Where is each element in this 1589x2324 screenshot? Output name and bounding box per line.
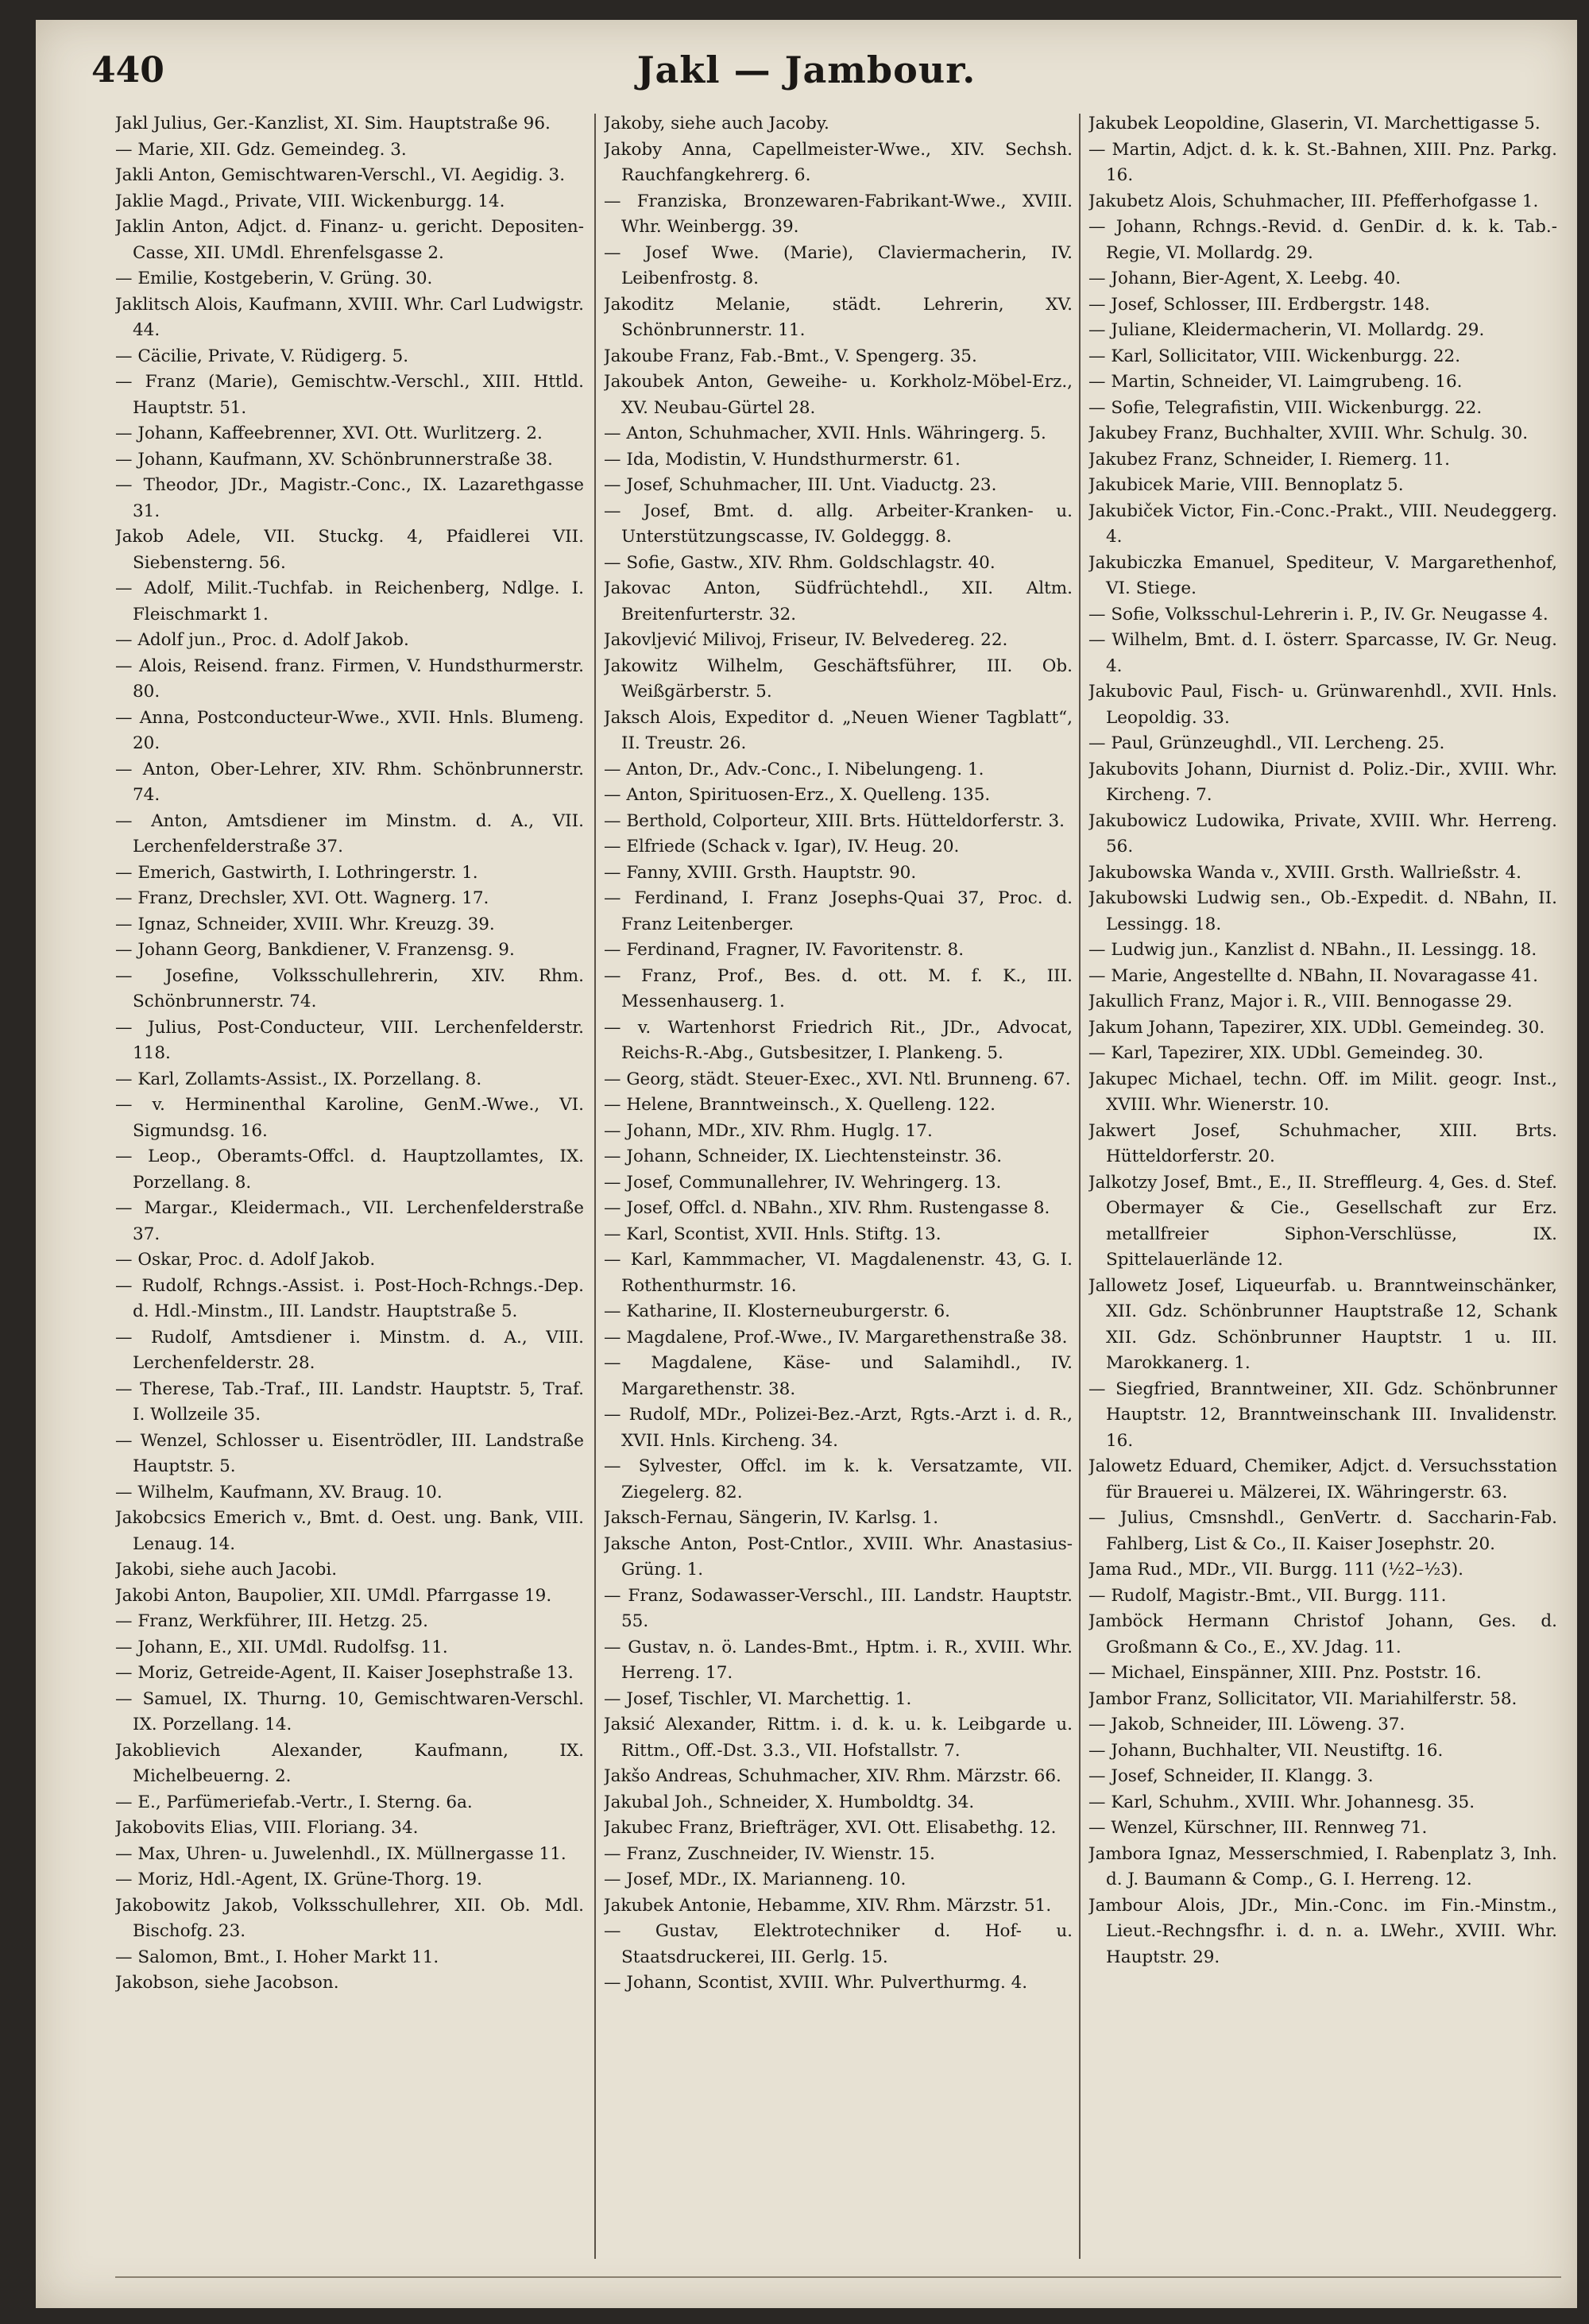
directory-entry: — Magdalene, Käse- und Salamihdl., IV. Margarethenstr. 38.: [604, 1353, 1073, 1399]
directory-entry: — Ferdinand, Fragner, IV. Favoritenstr. 8.: [604, 940, 965, 960]
directory-entry: Jakubiček Victor, Fin.-Conc.-Prakt., VIII. Neudeggerg. 4.: [1088, 501, 1557, 547]
directory-entry: — Magdalene, Prof.-Wwe., IV. Margarethenstraße 38.: [604, 1327, 1068, 1348]
column-2: [604, 111, 1073, 2272]
directory-entry: — E., Parfümeriefab.-Vertr., I. Sterng. 6a.: [115, 1792, 473, 1812]
directory-entry: Jakwert Josef, Schuhmacher, XIII. Brts. Hütteldorferstr. 20.: [1088, 1120, 1557, 1166]
directory-entry: — Sylvester, Offcl. im k. k. Versatzamte, VII. Ziegelerg. 82.: [604, 1456, 1073, 1502]
directory-entry: — Georg, städt. Steuer-Exec., XVI. Ntl. Brunneng. 67.: [604, 1069, 1071, 1089]
directory-entry: — Berthold, Colporteur, XIII. Brts. Hütteldorferstr. 3.: [604, 810, 1065, 831]
directory-entry: — Johann Georg, Bankdiener, V. Franzensg. 9.: [115, 940, 515, 960]
directory-entry: — Sofie, Telegrafistin, VIII. Wickenburgg. 22.: [1088, 397, 1483, 418]
directory-entry: Jakoube Franz, Fab.-Bmt., V. Spengerg. 35.: [604, 346, 977, 366]
directory-entry: Jambora Ignaz, Messerschmied, I. Rabenplatz 3, Inh. d. J. Baumann & Comp., G. I. Herreng. 12.: [1088, 1843, 1557, 1889]
directory-entry: — Anton, Spirituosen-Erz., X. Quelleng. 135.: [604, 785, 991, 805]
directory-entry: Jakobi, siehe auch Jacobi.: [115, 1560, 338, 1580]
column-divider: [1079, 114, 1081, 2259]
directory-entry: — Johann, E., XII. UMdl. Rudolfsg. 11.: [115, 1637, 448, 1657]
directory-entry: — Anton, Dr., Adv.-Conc., I. Nibelungeng. 1.: [604, 759, 984, 779]
directory-entry: — Johann, Kaufmann, XV. Schönbrunnerstraße 38.: [115, 449, 553, 470]
directory-entry: — Siegfried, Branntweiner, XII. Gdz. Schönbrunner Hauptstr. 12, Branntweinschank III. Invalidenstr. 16.: [1088, 1379, 1557, 1451]
directory-entry: Jakobi Anton, Baupolier, XII. UMdl. Pfarrgasse 19.: [115, 1585, 552, 1606]
directory-entry: — Martin, Schneider, VI. Laimgrubeng. 16.: [1088, 372, 1463, 392]
directory-entry: Jakubal Joh., Schneider, X. Humboldtg. 34.: [604, 1792, 975, 1812]
directory-entry: Jakowitz Wilhelm, Geschäftsführer, III. Ob. Weißgärberstr. 5.: [604, 655, 1073, 702]
directory-entry: — Franz, Zuschneider, IV. Wienstr. 15.: [604, 1843, 935, 1864]
directory-entry: — Gustav, n. ö. Landes-Bmt., Hptm. i. R., XVIII. Whr. Herreng. 17.: [604, 1637, 1073, 1683]
column-3: [1088, 111, 1557, 2272]
directory-entry: — Max, Uhren- u. Juwelenhdl., IX. Müllnergasse 11.: [115, 1843, 566, 1864]
directory-entry: — Johann, MDr., XIV. Rhm. Huglg. 17.: [604, 1120, 933, 1141]
directory-entry: — Josef, MDr., IX. Marianneng. 10.: [604, 1870, 907, 1889]
directory-entry: Jakobovits Elias, VIII. Floriang. 34.: [115, 1818, 419, 1838]
directory-entry: — Moriz, Getreide-Agent, II. Kaiser Josephstraße 13.: [115, 1663, 574, 1683]
directory-entry: — Karl, Kammmacher, VI. Magdalenenstr. 43, G. I. Rothenthurmstr. 16.: [604, 1250, 1073, 1296]
directory-entry: — Katharine, II. Klosterneuburgerstr. 6.: [604, 1301, 950, 1321]
directory-entry: — Anton, Schuhmacher, XVII. Hnls. Währingerg. 5.: [604, 423, 1046, 443]
directory-entry: — Wenzel, Kürschner, III. Rennweg 71.: [1088, 1818, 1428, 1838]
directory-entry: Jakovljević Milivoj, Friseur, IV. Belvedereg. 22.: [604, 630, 1008, 650]
directory-entry: — Josef, Bmt. d. allg. Arbeiter-Kranken- u. Unterstützungscasse, IV. Goldeggg. 8.: [604, 501, 1073, 547]
directory-entry: — Ferdinand, I. Franz Josephs-Quai 37, Proc. d. Franz Leitenberger.: [604, 888, 1073, 934]
directory-entry: — Jakob, Schneider, III. Löweng. 37.: [1088, 1715, 1405, 1734]
column-1: [115, 111, 584, 2272]
directory-page: [36, 20, 1577, 2308]
directory-entry: Jakubey Franz, Buchhalter, XVIII. Whr. Schulg. 30.: [1088, 423, 1529, 443]
directory-entry: — Karl, Zollamts-Assist., IX. Porzellang. 8.: [115, 1069, 482, 1089]
directory-entry: — Julius, Post-Conducteur, VIII. Lerchenfelderstr. 118.: [115, 1017, 584, 1063]
directory-entry: Jakšo Andreas, Schuhmacher, XIV. Rhm. Märzstr. 66.: [604, 1766, 1061, 1786]
directory-entry: — Martin, Adjct. d. k. k. St.-Bahnen, XIII. Pnz. Parkg. 16.: [1088, 139, 1557, 185]
directory-entry: Jakubec Franz, Briefträger, XVI. Ott. Elisabethg. 12.: [604, 1818, 1057, 1838]
directory-entry: — Rudolf, MDr., Polizei-Bez.-Arzt, Rgts.-Arzt i. d. R., XVII. Hnls. Kircheng. 34.: [604, 1405, 1073, 1451]
directory-entry: — Johann, Bier-Agent, X. Leebg. 40.: [1088, 269, 1401, 288]
directory-entry: — Johann, Kaffeebrenner, XVI. Ott. Wurlitzerg. 2.: [115, 423, 543, 443]
directory-entry: — Moriz, Hdl.-Agent, IX. Grüne-Thorg. 19.: [115, 1870, 482, 1889]
footer-rule: [115, 2276, 1561, 2278]
directory-entry: Jakubiczka Emanuel, Spediteur, V. Margarethenhof, VI. Stiege.: [1088, 552, 1557, 598]
directory-entry: — Josef, Offcl. d. NBahn., XIV. Rhm. Rustengasse 8.: [604, 1198, 1050, 1218]
directory-entry: — Josef, Schlosser, III. Erdbergstr. 148.: [1088, 294, 1430, 315]
directory-entry: Jaklin Anton, Adjct. d. Finanz- u. gericht. Depositen-Casse, XII. UMdl. Ehrenfelsgasse 2.: [115, 217, 584, 263]
directory-entry: — v. Wartenhorst Friedrich Rit., JDr., Advocat, Reichs-R.-Abg., Gutsbesitzer, I. Plankeng. 5.: [604, 1017, 1073, 1063]
directory-entry: — Rudolf, Amtsdiener i. Minstm. d. A., VIII. Lerchenfelderstr. 28.: [115, 1327, 584, 1373]
directory-entry: Jaklie Magd., Private, VIII. Wickenburgg. 14.: [115, 191, 505, 211]
directory-entry: Jakubetz Alois, Schuhmacher, III. Pfefferhofgasse 1.: [1088, 191, 1539, 211]
directory-entry: — Wenzel, Schlosser u. Eisentrödler, III. Landstraße Hauptstr. 5.: [115, 1430, 584, 1476]
directory-entry: — Johann, Scontist, XVIII. Whr. Pulverthurmg. 4.: [604, 1973, 1028, 1993]
directory-entry: Jakubek Leopoldine, Glaserin, VI. Marchettigasse 5.: [1088, 114, 1541, 133]
directory-entry: — Alois, Reisend. franz. Firmen, V. Hundsthurmerstr. 80.: [115, 655, 584, 702]
directory-entry: — Franz, Werkführer, III. Hetzg. 25.: [115, 1611, 429, 1631]
directory-entry: — Ignaz, Schneider, XVIII. Whr. Kreuzg. 39.: [115, 914, 495, 934]
directory-entry: — v. Herminenthal Karoline, GenM.-Wwe., VI. Sigmundsg. 16.: [115, 1095, 584, 1141]
directory-entry: Jambor Franz, Sollicitator, VII. Mariahilferstr. 58.: [1088, 1688, 1517, 1709]
directory-entry: Jalkotzy Josef, Bmt., E., II. Streffleurg. 4, Ges. d. Stef. Obermayer & Cie., Gesellschaft zur Erz. metallfreier Siphon-Verschlüsse, IX. Spittelauerlände 12.: [1088, 1172, 1557, 1270]
directory-entry: Jakubez Franz, Schneider, I. Riemerg. 11.: [1088, 449, 1450, 470]
directory-entry: — Gustav, Elektrotechniker d. Hof- u. Staatsdruckerei, III. Gerlg. 15.: [604, 1921, 1073, 1967]
directory-entry: Jakl Julius, Ger.-Kanzlist, XI. Sim. Hauptstraße 96.: [115, 114, 551, 133]
directory-entry: Jakubowska Wanda v., XVIII. Grsth. Wallrießstr. 4.: [1088, 862, 1521, 883]
directory-entry: — Franz, Sodawasser-Verschl., III. Landstr. Hauptstr. 55.: [604, 1585, 1073, 1631]
directory-entry: — Leop., Oberamts-Offcl. d. Hauptzollamtes, IX. Porzellang. 8.: [115, 1147, 584, 1193]
directory-entry: — Theodor, JDr., Magistr.-Conc., IX. Lazarethgasse 31.: [115, 475, 584, 521]
directory-entry: — Rudolf, Magistr.-Bmt., VII. Burgg. 111.: [1088, 1585, 1447, 1606]
running-head: Jakl — Jambour.: [636, 48, 976, 91]
directory-entry: — Franz (Marie), Gemischtw.-Verschl., XIII. Httld. Hauptstr. 51.: [115, 372, 584, 418]
directory-entry: Jaksche Anton, Post-Cntlor., XVIII. Whr. Anastasius-Grüng. 1.: [604, 1533, 1073, 1580]
directory-entry: — Josef Wwe. (Marie), Claviermacherin, IV. Leibenfrostg. 8.: [604, 242, 1073, 288]
directory-entry: Jakubowicz Ludowika, Private, XVIII. Whr. Herreng. 56.: [1088, 810, 1557, 857]
directory-entry: Jakum Johann, Tapezirer, XIX. UDbl. Gemeindeg. 30.: [1088, 1017, 1545, 1038]
directory-entry: Jakullich Franz, Major i. R., VIII. Bennogasse 29.: [1088, 992, 1513, 1011]
directory-entry: — Johann, Rchngs.-Revid. d. GenDir. d. k. k. Tab.-Regie, VI. Mollardg. 29.: [1088, 217, 1557, 263]
directory-entry: Jakobcsics Emerich v., Bmt. d. Oest. ung. Bank, VIII. Lenaug. 14.: [115, 1508, 584, 1554]
directory-entry: — Rudolf, Rchngs.-Assist. i. Post-Hoch-Rchngs.-Dep. d. Hdl.-Minstm., III. Landstr. Hauptstraße 5.: [115, 1275, 584, 1321]
directory-entry: — Marie, XII. Gdz. Gemeindeg. 3.: [115, 139, 407, 160]
directory-entry: Jamböck Hermann Christof Johann, Ges. d. Großmann & Co., E., XV. Jdag. 11.: [1088, 1611, 1557, 1657]
directory-entry: — Franz, Prof., Bes. d. ott. M. f. K., III. Messenhauserg. 1.: [604, 965, 1073, 1011]
directory-entry: — Therese, Tab.-Traf., III. Landstr. Hauptstr. 5, Traf. I. Wollzeile 35.: [115, 1379, 584, 1425]
directory-entry: — Wilhelm, Bmt. d. I. österr. Sparcasse, IV. Gr. Neug. 4.: [1088, 630, 1557, 676]
directory-entry: — Adolf jun., Proc. d. Adolf Jakob.: [115, 630, 409, 650]
directory-entry: Jambour Alois, JDr., Min.-Conc. im Fin.-Minstm., Lieut.-Rechngsfhr. i. d. n. a. LWehr., XVIII. Whr. Hauptstr. 29.: [1088, 1895, 1557, 1967]
directory-entry: — Karl, Sollicitator, VIII. Wickenburgg. 22.: [1088, 346, 1461, 366]
directory-entry: — Emerich, Gastwirth, I. Lothringerstr. 1.: [115, 862, 478, 883]
directory-entry: Jakobson, siehe Jacobson.: [115, 1973, 339, 1993]
directory-entry: Jakoby Anna, Capellmeister-Wwe., XIV. Sechsh. Rauchfangkehrerg. 6.: [604, 139, 1073, 185]
directory-entry: Jakoblievich Alexander, Kaufmann, IX. Michelbeuerng. 2.: [115, 1740, 584, 1786]
directory-entry: Jakubek Antonie, Hebamme, XIV. Rhm. Märzstr. 51.: [604, 1895, 1052, 1916]
directory-entry: — Josef, Tischler, VI. Marchettig. 1.: [604, 1688, 912, 1709]
directory-entry: — Sofie, Volksschul-Lehrerin i. P., IV. Gr. Neugasse 4.: [1088, 604, 1548, 625]
directory-entry: — Fanny, XVIII. Grsth. Hauptstr. 90.: [604, 862, 917, 883]
directory-entry: — Ida, Modistin, V. Hundsthurmerstr. 61.: [604, 449, 961, 470]
directory-entry: — Karl, Schuhm., XVIII. Whr. Johannesg. 35.: [1088, 1792, 1475, 1812]
column-divider: [594, 114, 596, 2259]
directory-entry: Jakobowitz Jakob, Volksschullehrer, XII. Ob. Mdl. Bischofg. 23.: [115, 1895, 584, 1941]
directory-entry: Jakoby, siehe auch Jacoby.: [604, 114, 829, 133]
directory-entry: — Josef, Schneider, II. Klangg. 3.: [1088, 1766, 1374, 1786]
directory-entry: — Anton, Amtsdiener im Minstm. d. A., VII. Lerchenfelderstraße 37.: [115, 810, 584, 857]
directory-entry: — Juliane, Kleidermacherin, VI. Mollardg. 29.: [1088, 320, 1485, 340]
directory-entry: — Wilhelm, Kaufmann, XV. Braug. 10.: [115, 1482, 443, 1502]
directory-entry: — Emilie, Kostgeberin, V. Grüng. 30.: [115, 269, 433, 288]
directory-entry: — Helene, Branntweinsch., X. Quelleng. 122.: [604, 1095, 996, 1115]
directory-entry: — Margar., Kleidermach., VII. Lerchenfelderstraße 37.: [115, 1198, 584, 1244]
directory-entry: — Anton, Ober-Lehrer, XIV. Rhm. Schönbrunnerstr. 74.: [115, 759, 584, 805]
directory-entry: Jakubowski Ludwig sen., Ob.-Expedit. d. NBahn, II. Lessingg. 18.: [1088, 888, 1557, 934]
directory-entry: Jakubovits Johann, Diurnist d. Poliz.-Dir., XVIII. Whr. Kircheng. 7.: [1088, 759, 1557, 805]
directory-entry: — Samuel, IX. Thurng. 10, Gemischtwaren-Verschl. IX. Porzellang. 14.: [115, 1688, 584, 1734]
directory-entry: Jakoubek Anton, Geweihe- u. Korkholz-Möbel-Erz., XV. Neubau-Gürtel 28.: [604, 372, 1073, 418]
directory-entry: — Johann, Buchhalter, VII. Neustiftg. 16.: [1088, 1740, 1444, 1761]
directory-entry: — Michael, Einspänner, XIII. Pnz. Poststr. 16.: [1088, 1663, 1482, 1683]
directory-entry: — Sofie, Gastw., XIV. Rhm. Goldschlagstr. 40.: [604, 552, 996, 573]
directory-entry: Jakupec Michael, techn. Off. im Milit. geogr. Inst., XVIII. Whr. Wienerstr. 10.: [1088, 1069, 1557, 1115]
directory-entry: — Salomon, Bmt., I. Hoher Markt 11.: [115, 1947, 439, 1967]
directory-entry: Jakubicek Marie, VIII. Bennoplatz 5.: [1088, 475, 1404, 495]
directory-entry: — Cäcilie, Private, V. Rüdigerg. 5.: [115, 346, 409, 366]
directory-entry: — Marie, Angestellte d. NBahn, II. Novaragasse 41.: [1088, 965, 1539, 986]
directory-entry: Jaksch-Fernau, Sängerin, IV. Karlsg. 1.: [604, 1508, 939, 1528]
directory-entry: — Josefine, Volksschullehrerin, XIV. Rhm. Schönbrunnerstr. 74.: [115, 965, 584, 1011]
directory-entry: — Karl, Scontist, XVII. Hnls. Stiftg. 13.: [604, 1224, 941, 1244]
directory-entry: — Johann, Schneider, IX. Liechtensteinstr. 36.: [604, 1147, 1003, 1166]
directory-entry: — Franz, Drechsler, XVI. Ott. Wagnerg. 17.: [115, 888, 489, 908]
directory-entry: — Franziska, Bronzewaren-Fabrikant-Wwe., XVIII. Whr. Weinbergg. 39.: [604, 191, 1073, 237]
directory-entry: Jaksić Alexander, Rittm. i. d. k. u. k. Leibgarde u. Rittm., Off.-Dst. 3.3., VII. Hofstallstr. 7.: [604, 1715, 1073, 1761]
directory-entry: — Adolf, Milit.-Tuchfab. in Reichenberg, Ndlge. I. Fleischmarkt 1.: [115, 578, 584, 625]
directory-entry: Jakubovic Paul, Fisch- u. Grünwarenhdl., XVII. Hnls. Leopoldig. 33.: [1088, 682, 1557, 728]
directory-entry: — Ludwig jun., Kanzlist d. NBahn., II. Lessingg. 18.: [1088, 940, 1537, 960]
directory-entry: — Oskar, Proc. d. Adolf Jakob.: [115, 1250, 376, 1270]
directory-entry: — Paul, Grünzeughdl., VII. Lercheng. 25.: [1088, 733, 1445, 753]
directory-entry: Jallowetz Josef, Liqueurfab. u. Branntweinschänker, XII. Gdz. Schönbrunner Hauptstraße 12, Schank XII. Gdz. Schönbrunner Hauptstr. 1 u. III. Marokkanerg. 1.: [1088, 1275, 1557, 1373]
directory-entry: Jakli Anton, Gemischtwaren-Verschl., VI. Aegidig. 3.: [115, 165, 566, 185]
directory-entry: Jama Rud., MDr., VII. Burgg. 111 (½2–½3).: [1088, 1560, 1464, 1580]
directory-entry: — Karl, Tapezirer, XIX. UDbl. Gemeindeg. 30.: [1088, 1043, 1484, 1063]
page-number: 440: [91, 50, 164, 91]
directory-entry: — Elfriede (Schack v. Igar), IV. Heug. 20.: [604, 837, 960, 857]
page-header: [36, 20, 1577, 107]
directory-entry: Jakovac Anton, Südfrüchtehdl., XII. Altm. Breitenfurterstr. 32.: [604, 578, 1073, 625]
directory-entry: — Anna, Postconducteur-Wwe., XVII. Hnls. Blumeng. 20.: [115, 707, 584, 753]
directory-entry: Jaksch Alois, Expeditor d. „Neuen Wiener Tagblatt“, II. Treustr. 26.: [604, 707, 1073, 753]
directory-entry: — Josef, Communallehrer, IV. Wehringerg. 13.: [604, 1172, 1002, 1193]
directory-entry: — Julius, Cmsnshdl., GenVertr. d. Saccharin-Fab. Fahlberg, List & Co., II. Kaiser Josephstr. 20.: [1088, 1508, 1557, 1554]
directory-entry: Jalowetz Eduard, Chemiker, Adjct. d. Versuchsstation für Brauerei u. Mälzerei, IX. Währingerstr. 63.: [1088, 1456, 1557, 1502]
directory-entry: Jakob Adele, VII. Stuckg. 4, Pfaidlerei VII. Siebensterng. 56.: [115, 527, 584, 573]
directory-entry: — Josef, Schuhmacher, III. Unt. Viaductg. 23.: [604, 475, 997, 495]
directory-entry: Jaklitsch Alois, Kaufmann, XVIII. Whr. Carl Ludwigstr. 44.: [115, 294, 584, 340]
directory-entry: Jakoditz Melanie, städt. Lehrerin, XV. Schönbrunnerstr. 11.: [604, 294, 1073, 340]
